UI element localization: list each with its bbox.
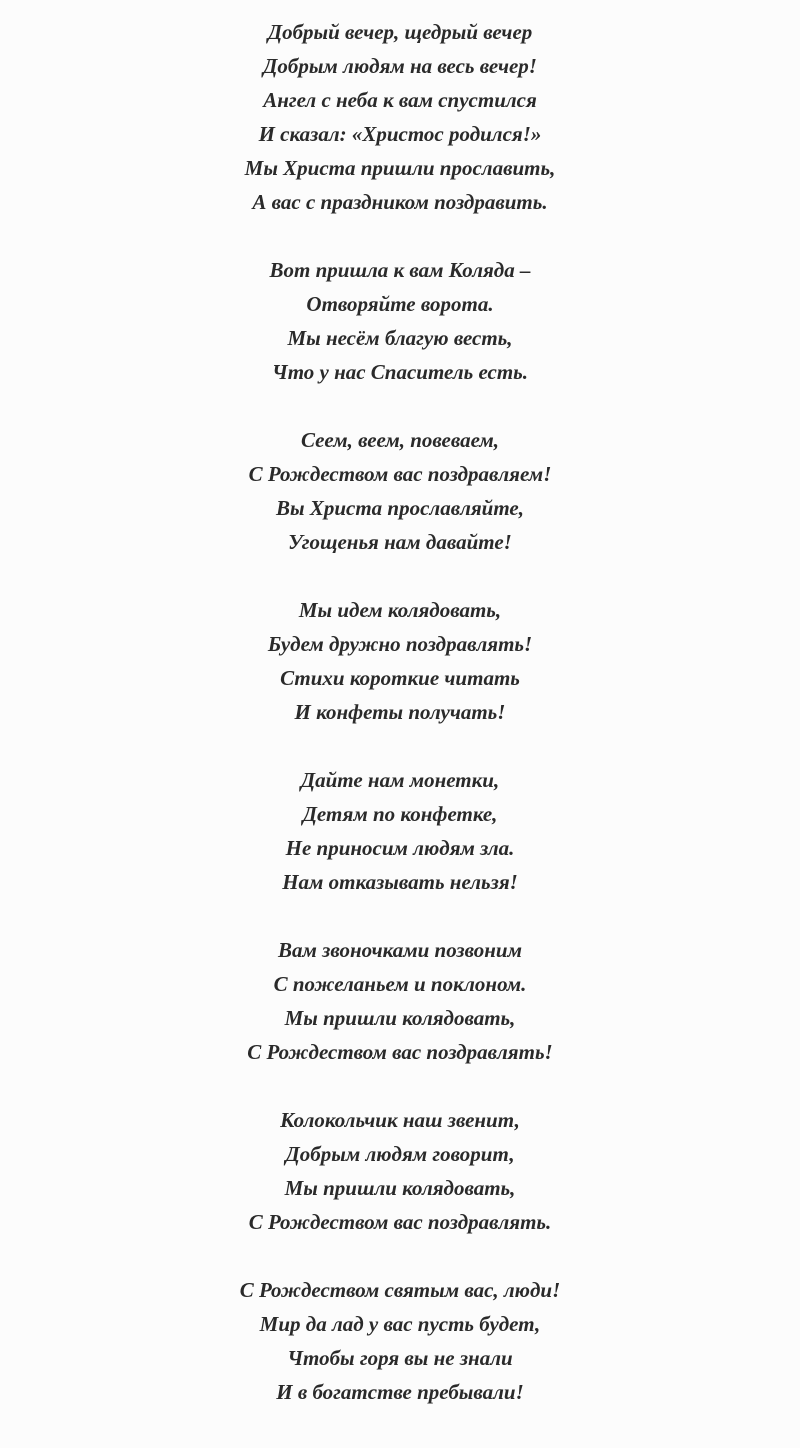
poem-line: Мы идем колядовать, <box>298 598 502 622</box>
poem-line: Мы Христа пришли прославить, <box>244 156 556 180</box>
stanza-8 <box>0 1273 800 1409</box>
poem-line: Мы пришли колядовать, <box>284 1176 516 1200</box>
poem-line: Мы пришли колядовать, <box>284 1006 516 1030</box>
poem-line: С Рождеством вас поздравлять. <box>248 1210 552 1234</box>
poem-line: И конфеты получать! <box>294 700 506 724</box>
stanza-1 <box>0 15 800 219</box>
poem-line: Стихи короткие читать <box>280 666 520 690</box>
poem-line: Сеем, веем, повеваем, <box>300 428 500 452</box>
stanza-5 <box>0 763 800 899</box>
poem-line: Колокольчик наш звенит, <box>280 1108 520 1132</box>
stanza-7 <box>0 1103 800 1239</box>
poem-line: С Рождеством вас поздравлять! <box>247 1040 553 1064</box>
stanza-6 <box>0 933 800 1069</box>
poem-line: Дайте нам монетки, <box>300 768 500 792</box>
poem-line: Что у нас Спаситель есть. <box>271 360 529 384</box>
poem-line: Угощенья нам давайте! <box>288 530 512 554</box>
poem-line: Мир да лад у вас пусть будет, <box>259 1312 541 1336</box>
poem-line: А вас с праздником поздравить. <box>252 190 548 214</box>
poem-line: Добрым людям говорит, <box>285 1142 515 1166</box>
poem-line: Добрым людям на весь вечер! <box>263 54 537 78</box>
stanza-2 <box>0 253 800 389</box>
poem-line: С Рождеством вас поздравляем! <box>248 462 552 486</box>
poem-line: Детям по конфетке, <box>302 802 498 826</box>
poem-line: Добрый вечер, щедрый вечер <box>267 20 533 44</box>
poem-line: Чтобы горя вы не знали <box>287 1346 513 1370</box>
poem-line: Ангел с неба к вам спустился <box>263 88 537 112</box>
poem-line: Мы несём благую весть, <box>287 326 513 350</box>
poem-line: Отворяйте ворота. <box>306 292 494 316</box>
poem-line: И в богатстве пребывали! <box>276 1380 524 1404</box>
poem-line: Вот пришла к вам Коляда – <box>269 258 531 282</box>
poem-line: Нам отказывать нельзя! <box>282 870 518 894</box>
poem-line: С пожеланьем и поклоном. <box>273 972 527 996</box>
stanza-3 <box>0 423 800 559</box>
poem-line: Вам звоночками позвоним <box>278 938 522 962</box>
poem-line: Вы Христа прославляйте, <box>276 496 524 520</box>
poem-line: Не приносим людям зла. <box>285 836 515 860</box>
poem-line: Будем дружно поздравлять! <box>267 632 533 656</box>
poem-line: С Рождеством святым вас, люди! <box>239 1278 561 1302</box>
poem-line: И сказал: «Христос родился!» <box>258 122 542 146</box>
stanza-4 <box>0 593 800 729</box>
